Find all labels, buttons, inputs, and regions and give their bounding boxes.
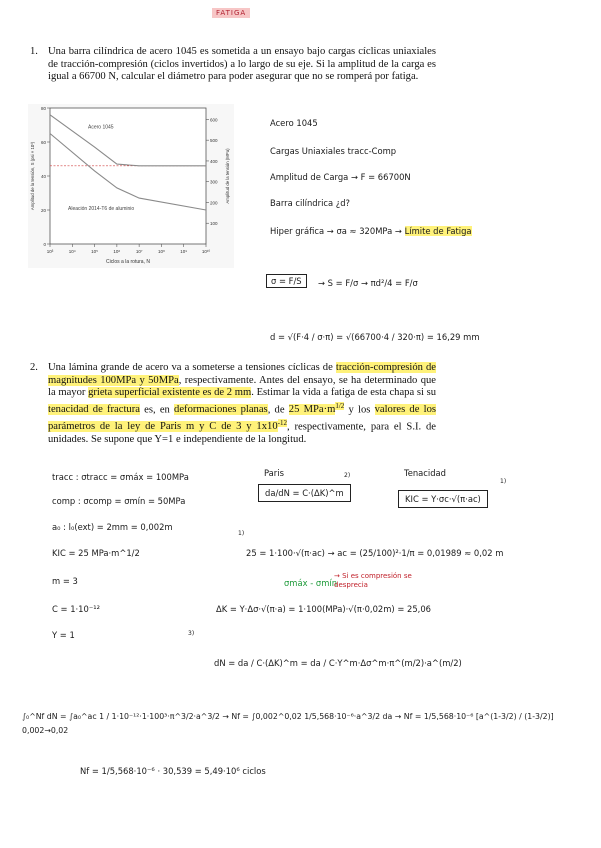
problem2-text-part-0: Una lámina grande de acero va a someterse a tensiones cíclicas de: [48, 362, 336, 373]
y-tick-label-right: 500: [210, 138, 218, 144]
graph-note-text: Hiper gráfica → σa ≈ 320MPa →: [270, 226, 402, 236]
section-tag: FATIGA: [212, 8, 250, 18]
problem2-text-part-6: es, en: [139, 404, 175, 416]
x-tick-label: 10⁶: [113, 249, 121, 254]
problem2-text-part-12: valores de los parámetros de la ley de Paris m y C de 3 y 1x10: [48, 404, 436, 433]
problem2-text-part-9: 25 MPa·m: [288, 404, 336, 416]
y-tick-label-right: 100: [210, 221, 218, 227]
y-tick-label-left: 20: [40, 208, 46, 213]
y-tick-label-right: 400: [210, 158, 218, 164]
delta-k-calc: ΔK = Y·Δσ·√(π·a) = 1·100(MPa)·√(π·0,02m) = 25,06: [216, 604, 431, 614]
problem2-text-part-7: deformaciones planas: [174, 404, 268, 416]
stress-formula-box: σ = F/S: [266, 274, 307, 288]
y-tick-label-right: 300: [210, 179, 218, 185]
y-axis-label-left: Amplitud de la tensión, S (psi × 10³): [30, 141, 35, 211]
mark-3-deltak: 3): [188, 630, 195, 637]
given-toughness: KIC = 25 MPa·m^1/2: [52, 548, 140, 558]
dn-calc: dN = da / C·(ΔK)^m = da / C·Y^m·Δσ^m·π^(m/2)·a^(m/2): [214, 658, 462, 668]
given-m: m = 3: [52, 576, 78, 586]
series-label-acero: Acero 1045: [88, 124, 114, 131]
y-tick-label-left: 60: [40, 140, 46, 145]
paris-formula-box: da/dN = C·(ΔK)^m: [258, 484, 351, 502]
fatigue-limit-highlight: Límite de Fatiga: [404, 226, 472, 236]
given-traction: tracc : σtracc = σmáx = 100MPa: [52, 472, 189, 482]
area-formula-chain: → S = F/σ → πd²/4 = F/σ: [318, 278, 418, 288]
problem1-number: 1.: [30, 46, 38, 57]
x-tick-label: 10⁸: [157, 249, 165, 254]
y-tick-label-left: 0: [43, 242, 46, 247]
given-compression: comp : σcomp = σmín = 50MPa: [52, 496, 186, 506]
critical-crack-calc: 25 = 1·100·√(π·ac) → ac = (25/100)²·1/π = 0,01989 ≈ 0,02 m: [246, 548, 504, 558]
problem2-number: 2.: [30, 362, 38, 373]
chart-plot-area: [30, 106, 230, 265]
problem2-text-part-8: , de: [267, 404, 289, 416]
problem2-text-part-3: grieta superficial existente es de 2 mm: [88, 387, 252, 399]
problem2-text-part-4: . Estimar la vida a fatiga de esta chapa si su: [251, 387, 436, 399]
mark-2-paris: 2): [344, 472, 351, 479]
given-initial-crack: a₀ : l₀(ext) = 2mm = 0,002m: [52, 522, 173, 532]
x-tick-label: 10⁵: [91, 249, 99, 254]
problem2-text-part-1: tracción-compresión de magnitudes 100MPa y 50MPa: [48, 362, 436, 386]
fatigue-chart: [28, 104, 234, 268]
paris-label: Paris: [264, 468, 284, 478]
given-c: C = 1·10⁻¹²: [52, 604, 100, 614]
note-loads: Cargas Uniaxiales tracc-Comp: [270, 146, 397, 156]
problem2-text-part-2: , respectivamente. Antes del ensayo, se ha determinado que la mayor: [48, 374, 436, 399]
note-amplitude: Amplitud de Carga → F = 66700N: [270, 172, 411, 182]
final-cycles-result: Nf = 1/5,568·10⁻⁶ · 30,539 = 5,49·10⁶ ciclos: [80, 766, 266, 776]
problem2-text-part-14: , respectivamente, para el S.I. de unidades. Se supone que Y=1 e independiente de la longitud.: [48, 421, 437, 446]
y-tick-label-left: 80: [40, 106, 46, 111]
problem2-text-part-10: 1/2: [335, 401, 345, 410]
tenacidad-label: Tenacidad: [404, 468, 446, 478]
x-tick-label: 10³: [46, 249, 54, 254]
integral-calc: ∫₀^Nf dN = ∫a₀^ac 1 / 1·10⁻¹²·1·100³·π^3/2·a^3/2 → Nf = ∫0,002^0,02 1/5,568·10⁻⁶·a^3/2 da → Nf = 1/5,568·10⁻⁶ [a^(1-3/2) / (1-3/2)] 0,002→0,02: [22, 712, 554, 735]
diameter-result: d = √(F·4 / σ·π) = √(66700·4 / 320·π) = 16,29 mm: [270, 332, 480, 342]
tenacidad-formula-box: KIC = Y·σc·√(π·ac): [398, 490, 488, 508]
x-tick-label: 10⁹: [180, 249, 188, 254]
y-tick-label-right: 600: [210, 117, 218, 123]
problem2-text-part-13: -12: [277, 418, 287, 427]
mark-1-ac: 1): [238, 530, 245, 537]
problem2-text: [48, 362, 436, 447]
problem1-text: Una barra cilíndrica de acero 1045 es sometida a un ensayo bajo cargas cíclicas uniaxiales de tracción-compresión (ciclos invertidos) a lo largo de su eje. Si la amplitud de la carga es igual a 66700 N, calcular el diámetro para poder asegurar que no se romperá por fatiga.: [48, 46, 436, 83]
x-tick-label: 10¹⁰: [201, 249, 211, 254]
note-delta-sigma: σmáx - σmín: [284, 578, 338, 588]
y-tick-label-left: 40: [40, 174, 46, 179]
series-label-aluminio: Aleación 2014-T6 de aluminio: [68, 206, 135, 212]
x-tick-label: 10⁷: [135, 249, 143, 254]
given-y: Y = 1: [52, 630, 75, 640]
note-material: Acero 1045: [270, 118, 318, 128]
y-tick-label-right: 200: [210, 200, 218, 206]
y-axis-label-right: Amplitud de la tensión (MPa): [225, 148, 230, 204]
note-diameter-question: Barra cilíndrica ¿d?: [270, 198, 350, 208]
note-graph: [270, 226, 472, 236]
chart-frame: [50, 108, 206, 244]
note-compression-neglected: → Si es compresión se desprecia: [334, 572, 412, 589]
problem2-text-part-11: y los: [344, 404, 375, 416]
problem2-text-part-5: tenacidad de fractura: [48, 404, 140, 416]
x-tick-label: 10⁴: [68, 249, 76, 254]
x-axis-label: Ciclos a la rotura, N: [106, 259, 150, 265]
mark-1-tenacidad: 1): [500, 478, 507, 485]
